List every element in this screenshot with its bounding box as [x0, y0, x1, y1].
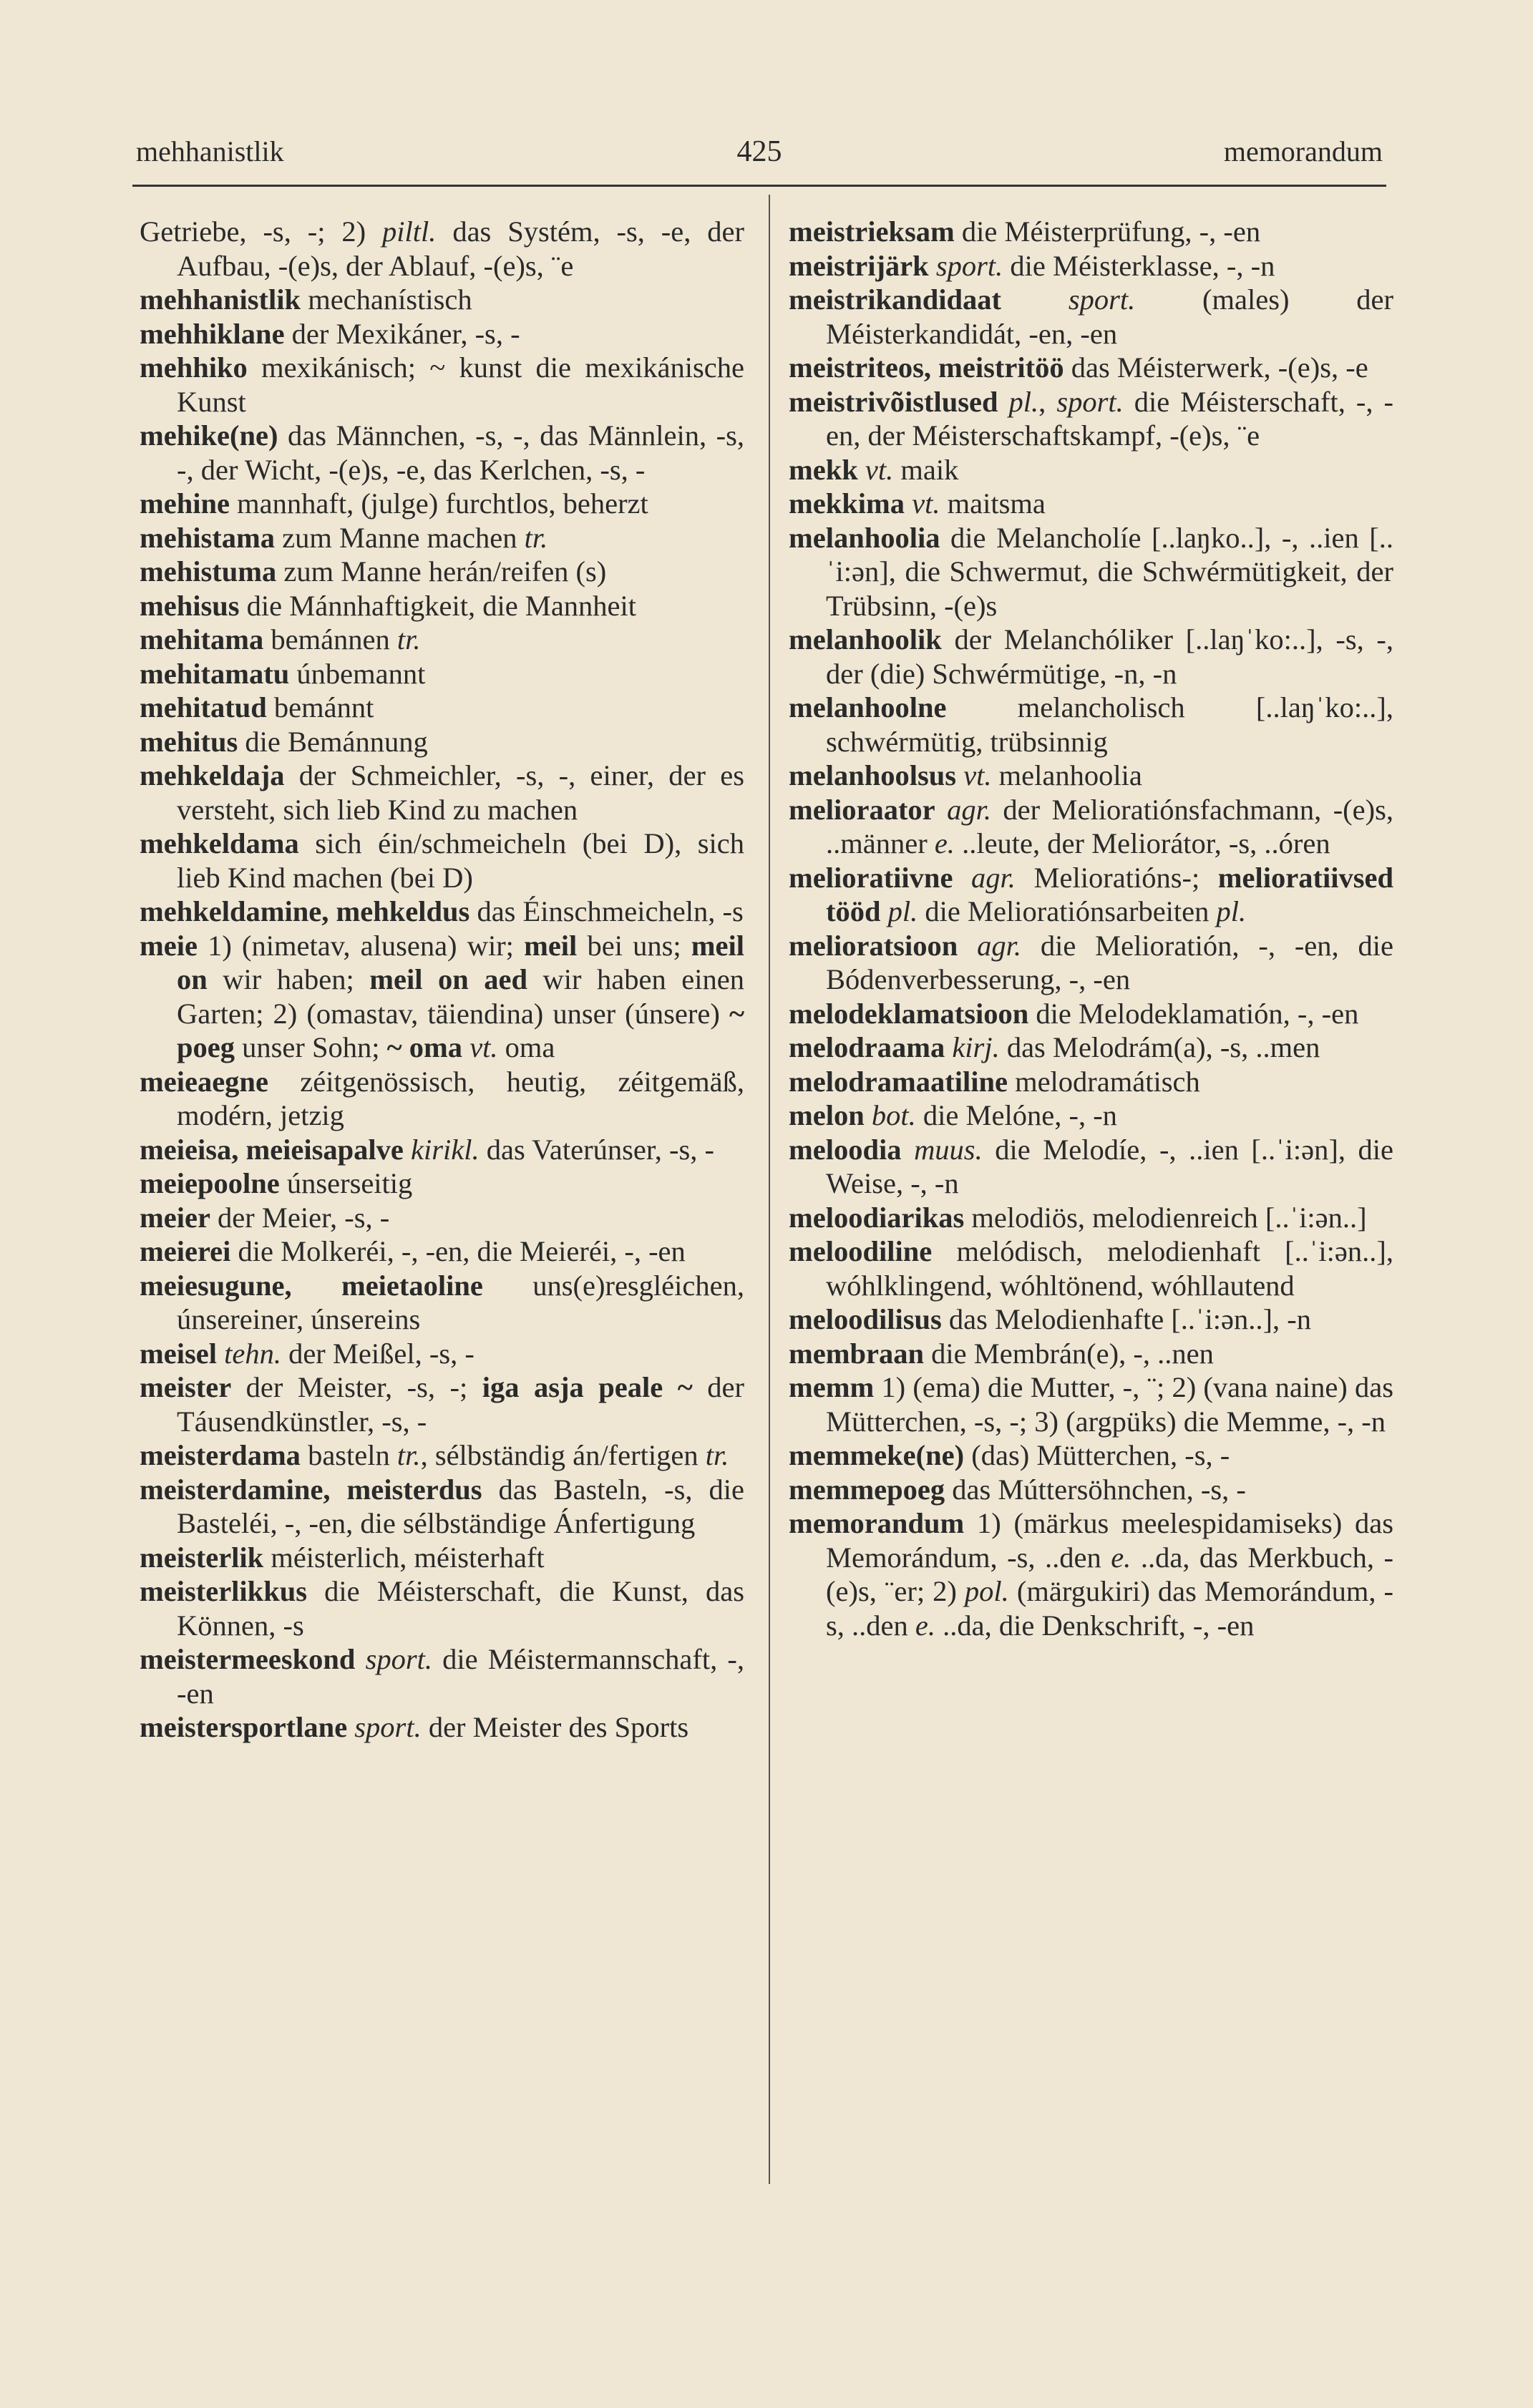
entry-definition: sport. die Méisterklasse, -, -n — [935, 249, 1275, 282]
entry-definition: das Éinschmeicheln, -s — [469, 895, 744, 927]
dictionary-entry — [140, 317, 744, 351]
entry-definition: der Meister, -s, -; iga asja peale ~ der Táusendkünstler, -s, - — [177, 1371, 744, 1438]
entry-definition: sich éin/schmeicheln (bei D), sich lieb Kind machen (bei D) — [177, 827, 744, 894]
entry-headword: melanhoolia — [789, 521, 940, 554]
entry-headword: melodraama — [789, 1031, 945, 1063]
dictionary-entry — [140, 1337, 744, 1371]
dictionary-entry — [140, 283, 744, 317]
entry-headword: mehitatud — [140, 691, 267, 723]
header-last-entry: memorandum — [1223, 135, 1383, 167]
entry-definition: pl., sport. die Méisterschaft, -, -en, der Méisterschaftskampf, -(e)s, ¨e — [826, 385, 1394, 452]
entry-headword: mehike(ne) — [140, 419, 278, 452]
entry-definition: die Méisterprüfung, -, -en — [954, 215, 1261, 248]
entry-headword: mehitamatu — [140, 657, 290, 690]
dictionary-entry — [140, 1642, 744, 1710]
entry-definition: die Membrán(e), -, ..nen — [923, 1337, 1214, 1370]
dictionary-entry — [140, 1541, 744, 1575]
dictionary-entry — [789, 1370, 1393, 1438]
entry-headword: meloodiarikas — [789, 1201, 965, 1234]
entry-definition: kirj. das Melodrám(a), -s, ..men — [952, 1031, 1320, 1063]
dictionary-entry — [140, 657, 744, 691]
entry-headword: membraan — [789, 1337, 924, 1370]
entry-headword: meistrieksam — [789, 215, 955, 248]
entry-headword: melodramaatiline — [789, 1065, 1008, 1098]
entry-definition: das Basteln, -s, die Basteléi, -, -en, die sélbständige Ánfertigung — [177, 1473, 744, 1539]
dictionary-entry — [789, 1506, 1393, 1642]
entry-definition: melancholisch [..laŋˈko:..], schwérmütig, trübsinnig — [826, 691, 1393, 758]
entry-headword: meloodia — [789, 1133, 902, 1166]
entry-headword: meisterlik — [140, 1541, 264, 1574]
entry-definition: zum Manne machen tr. — [274, 521, 548, 554]
dictionary-entry — [789, 351, 1393, 385]
dictionary-entry — [140, 1710, 744, 1745]
entry-definition: sport. der Meister des Sports — [354, 1711, 689, 1743]
entry-definition: kirikl. das Vaterúnser, -s, - — [411, 1133, 714, 1166]
dictionary-entry — [789, 1234, 1393, 1302]
dictionary-entry — [140, 1133, 744, 1167]
dictionary-entry — [789, 283, 1393, 351]
entry-headword: mehitus — [140, 725, 238, 758]
dictionary-entry — [789, 759, 1393, 793]
entry-headword: mehhanistlik — [140, 283, 301, 316]
entry-definition: méisterlich, méisterhaft — [263, 1541, 545, 1574]
dictionary-entry — [789, 1030, 1393, 1065]
entry-definition: der Melanchóliker [..laŋˈko:..], -s, -, der (die) Schwérmütige, -n, -n — [826, 623, 1393, 690]
dictionary-entry — [789, 1302, 1393, 1337]
entry-definition: die Mánnhaftigkeit, die Mannheit — [239, 589, 637, 622]
entry-definition: (das) Mütterchen, -s, - — [964, 1439, 1230, 1471]
entry-definition: das Melodienhafte [..ˈi:ən..], -n — [941, 1303, 1311, 1335]
entry-definition: 1) (nimetav, alusena) wir; meil bei uns; meil on wir haben; meil on aed wir haben einen Garten; 2) (omastav, täiendina) unser (únsere) ~ poeg unser Sohn; ~ oma vt. oma — [177, 929, 744, 1063]
dictionary-entry — [140, 215, 744, 283]
dictionary-entry — [789, 1065, 1393, 1099]
dictionary-entry — [140, 929, 744, 1065]
entry-definition: uns(e)resgléichen, únsereiner, únsereins — [177, 1269, 744, 1335]
entry-headword: meieisa, meieisapalve — [140, 1133, 404, 1166]
dictionary-entry — [140, 351, 744, 419]
entry-definition: vt. maik — [865, 453, 959, 486]
entry-headword: melioratiivne — [789, 861, 953, 894]
entry-headword: meier — [140, 1201, 210, 1234]
entry-definition: bemánnen tr. — [263, 623, 421, 655]
entry-definition: agr. der Melioratiónsfachmann, -(e)s, ..männer e. ..leute, der Meliorátor, -s, ..óren — [826, 793, 1394, 859]
entry-headword: mekk — [789, 453, 858, 486]
entry-headword: meistriteos, meistritöö — [789, 351, 1064, 384]
entry-definition: sport. (males) der Méisterkandidát, -en, -en — [826, 283, 1394, 350]
entry-headword: memm — [789, 1371, 875, 1403]
dictionary-entry — [140, 691, 744, 725]
entry-headword: meisterlikkus — [140, 1575, 308, 1607]
entry-headword: meie — [140, 929, 198, 962]
dictionary-entry — [140, 487, 744, 521]
entry-headword: meisterdama — [140, 1439, 301, 1471]
entry-headword: meistersportlane — [140, 1711, 348, 1743]
entry-definition: únbemannt — [289, 657, 426, 690]
entry-definition: melodramátisch — [1007, 1065, 1200, 1098]
entry-definition: die Melancholíe [..laŋko..], -, ..ien [..ˈi:ən], die Schwermut, die Schwérmütigkeit, der Trübsinn, -(e)s — [826, 521, 1393, 622]
dictionary-entry — [789, 1438, 1393, 1473]
entry-definition: agr. Melioratións-; melioratiivsed tööd pl. die Melioratiónsarbeiten pl. — [826, 861, 1393, 927]
entry-headword: melon — [789, 1099, 865, 1131]
dictionary-entry — [789, 1337, 1393, 1371]
dictionary-entry — [140, 759, 744, 827]
dictionary-entry — [789, 215, 1393, 249]
entry-headword: mehisus — [140, 589, 240, 622]
dictionary-entry — [789, 453, 1393, 487]
entry-definition: basteln tr., sélbständig án/fertigen tr. — [300, 1439, 729, 1471]
dictionary-entry — [140, 1234, 744, 1269]
dictionary-entry — [140, 827, 744, 895]
dictionary-entry — [140, 1370, 744, 1438]
dictionary-entry — [789, 691, 1393, 759]
entry-headword: meistermeeskond — [140, 1643, 356, 1675]
dictionary-entry — [789, 385, 1393, 453]
dictionary-entry — [140, 1574, 744, 1642]
entry-headword: mehitama — [140, 623, 264, 655]
entry-headword: meieaegne — [140, 1065, 268, 1098]
dictionary-entry — [789, 1098, 1393, 1133]
entry-definition: sport. die Méistermannschaft, -, -en — [177, 1643, 745, 1710]
entry-definition: die Méisterschaft, die Kunst, das Können, -s — [177, 1575, 744, 1642]
entry-definition: der Mexikáner, -s, - — [284, 317, 520, 350]
dictionary-entry — [140, 1438, 744, 1473]
entry-definition: melodiös, melodienreich [..ˈi:ən..] — [964, 1201, 1367, 1234]
entry-headword: meistrivõistlused — [789, 385, 998, 418]
dictionary-entry — [140, 521, 744, 555]
entry-headword: memmeke(ne) — [789, 1439, 965, 1471]
dictionary-entry — [140, 1201, 744, 1235]
entry-definition: die Melodeklamatión, -, -en — [1028, 997, 1359, 1030]
entry-headword: meisterdamine, meisterdus — [140, 1473, 482, 1506]
dictionary-entry — [140, 1473, 744, 1541]
dictionary-entry — [789, 249, 1393, 283]
entry-headword: mehistuma — [140, 555, 277, 588]
entry-headword: meisel — [140, 1337, 217, 1370]
dictionary-entry — [789, 1201, 1393, 1235]
entry-headword: melioratsioon — [789, 929, 958, 962]
entry-definition: muus. die Melodíe, -, ..ien [..ˈi:ən], die Weise, -, -n — [826, 1133, 1393, 1199]
column-separator — [769, 195, 770, 2184]
left-column — [140, 215, 744, 1745]
entry-definition: 1) (märkus meelespidamiseks) das Memorándum, -s, ..den e. ..da, das Merkbuch, -(e)s, ¨er; 2) pol. (märgukiri) das Memorándum, -s, ..den e. ..da, die Denkschrift, -, -en — [826, 1507, 1393, 1642]
entry-headword: meiepoolne — [140, 1167, 280, 1199]
page-number: 425 — [736, 135, 782, 168]
dictionary-entry — [140, 725, 744, 759]
entry-headword: melanhoolik — [789, 623, 942, 655]
entry-headword: meister — [140, 1371, 232, 1403]
entry-headword: melioraator — [789, 793, 935, 826]
entry-headword: melodeklamatsioon — [789, 997, 1029, 1030]
entry-definition: mechanístisch — [301, 283, 472, 316]
entry-headword: melanhoolne — [789, 691, 947, 723]
dictionary-entry — [789, 487, 1393, 521]
right-column — [789, 215, 1393, 1642]
entry-definition: die Bemánnung — [238, 725, 428, 758]
dictionary-entry — [789, 623, 1393, 691]
entry-headword: mehkeldamine, mehkeldus — [140, 895, 470, 927]
header-rule — [132, 185, 1386, 187]
entry-definition: bemánnt — [266, 691, 374, 723]
dictionary-entry — [140, 895, 744, 929]
entry-headword: mehistama — [140, 521, 275, 554]
entry-definition: das Múttersöhnchen, -s, - — [945, 1473, 1246, 1506]
entry-definition: 1) (ema) die Mutter, -, ¨; 2) (vana naine) das Mütterchen, -s, -; 3) (argpüks) die Memme, -, -n — [826, 1371, 1393, 1438]
dictionary-entry — [140, 623, 744, 657]
entry-definition: bot. die Melóne, -, -n — [871, 1099, 1117, 1131]
entry-headword: meloodiline — [789, 1235, 933, 1267]
entry-definition: die Molkeréi, -, -en, die Meieréi, -, -en — [230, 1235, 686, 1267]
entry-definition: vt. melanhoolia — [963, 759, 1142, 791]
entry-definition: vt. maitsma — [912, 487, 1046, 520]
page-header — [136, 135, 1383, 177]
entry-definition: melódisch, melodienhaft [..ˈi:ən..], wóhlklingend, wóhltönend, wóhllautend — [826, 1235, 1393, 1302]
entry-definition: tehn. der Meißel, -s, - — [224, 1337, 474, 1370]
entry-headword: mehhiklane — [140, 317, 285, 350]
header-first-entry: mehhanistlik — [136, 135, 284, 167]
entry-headword: mekkima — [789, 487, 905, 520]
dictionary-entry — [789, 1133, 1393, 1201]
entry-headword: melanhoolsus — [789, 759, 957, 791]
entry-headword: meistrikandidaat — [789, 283, 1002, 316]
dictionary-entry — [140, 555, 744, 589]
entry-definition: zum Manne herán/reifen (s) — [276, 555, 607, 588]
entry-definition: agr. die Melioratión, -, -en, die Bódenverbesserung, -, -en — [826, 929, 1393, 995]
dictionary-entry — [789, 861, 1393, 929]
entry-definition: das Méisterwerk, -(e)s, -e — [1064, 351, 1368, 384]
entry-headword: memmepoeg — [789, 1473, 945, 1506]
entry-definition: der Meier, -s, - — [210, 1201, 390, 1234]
entry-definition: mexikánisch; ~ kunst die mexikánische Kunst — [177, 351, 744, 418]
dictionary-entry — [789, 793, 1393, 861]
entry-definition: zéitgenössisch, heutig, zéitgemäß, modérn, jetzig — [177, 1065, 744, 1131]
entry-definition: das Männchen, -s, -, das Männlein, -s, -, der Wicht, -(e)s, -e, das Kerlchen, -s, - — [177, 419, 744, 486]
dictionary-entry — [140, 1065, 744, 1133]
dictionary-entry — [789, 1473, 1393, 1507]
entry-definition: der Schmeichler, -s, -, einer, der es versteht, sich lieb Kind zu machen — [177, 759, 744, 826]
entry-headword: meistrijärk — [789, 249, 929, 282]
entry-headword: meiesugune, meietaoline — [140, 1269, 483, 1302]
entry-headword: mehhiko — [140, 351, 248, 384]
entry-headword: meierei — [140, 1235, 231, 1267]
entry-headword: mehkeldama — [140, 827, 299, 859]
dictionary-entry — [789, 997, 1393, 1031]
dictionary-entry — [140, 419, 744, 487]
entry-definition: Getriebe, -s, -; 2) piltl. das Systém, -s, -e, der Aufbau, -(e)s, der Ablauf, -(e)s, ¨e — [140, 215, 744, 282]
entry-headword: mehine — [140, 487, 230, 520]
dictionary-entry — [140, 1269, 744, 1337]
dictionary-entry — [140, 1166, 744, 1201]
entry-headword: mehkeldaja — [140, 759, 285, 791]
entry-headword: memorandum — [789, 1507, 965, 1539]
entry-definition: únserseitig — [279, 1167, 413, 1199]
dictionary-entry — [789, 521, 1393, 623]
dictionary-entry — [140, 589, 744, 623]
entry-definition: mannhaft, (julge) furchtlos, beherzt — [230, 487, 648, 520]
dictionary-entry — [789, 929, 1393, 997]
entry-headword: meloodilisus — [789, 1303, 942, 1335]
